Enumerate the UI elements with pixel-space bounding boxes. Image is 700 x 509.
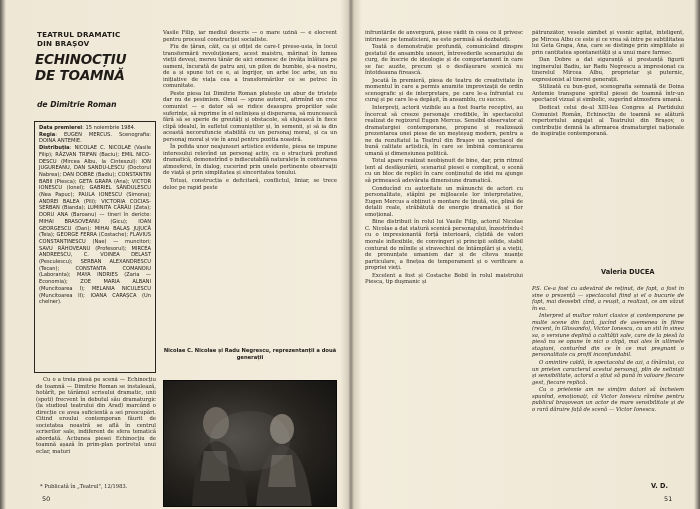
paragraph: Peste piesa lui Dimitrie Roman plutește un abur de tristețe dar nu de pesimism. Omul — spune autorul, afirmînd un crez comunist — e dator să se ridice deasupra propriilor sale suferințe, să reprime în el nelinișea și disperarea, să muncească fără să se sperie de greutăți și obstacole, să slujească în fiece clipă idealul, în sufletul comuniștilor și, în semenii, și să ia din această necorufuncie stabilită cu un personaj moral, și ca un personaj moral și vie în anul pentru pozitia noastră. — [163, 90, 337, 143]
article-column-4 — [532, 30, 684, 262]
article-column-1 — [36, 377, 156, 481]
paragraph: Vasile Filip, iar mediul descris — o mare uzină — e elocvent pentru procesul construcției socialiste. — [163, 30, 337, 43]
paragraph: Cu o prietenie am ne simțim datori să încheiem spunînd, emoționați, că Victor Ionescu rămîne pentru publicul brașovean un actor de mare sensibilitate și de o rară dăruire față de scenă — Victor Ionescu. — [532, 387, 684, 413]
credit-line: Distribuția: NICOLAE C. NICOLAE (Vasile Filip); RĂZVAN TRIFAN (Baciu); EMIL NICO-DESCU (Mircea Albu, la Cinteszul): ION JUGUREANU, DAN SANDU-LESCU (Doctorul Nabrea); DAN DOBRE (Badiu); CONSTANTIN BABII (Piesca); GETA GRAPA (Ana); VICTOR IONESCU (Ionel); GABRIEL SĂNDULESCU (Nea Papuc); PAULA IONESCU (Simona); ANDREI BALEA (Pili); VICTORIA COCIAS-SERBAN (Bianda); LUMINITA CĂRĂU (Zeta); DORU ANA (Baroanu) — tineri în dericte: MIHAI BRASOVEANU (Gicu); IOAN GEORGESCU (Dan); MIHAI BALAȘ JUJUCĂ (Teia); GEORGE FERRA (Costache); FLAVIUS CONSTANTINESCU (Nae) — muncitori; SAVU RĂHOVEANU (Profesorul); MIRCEA ANDREESCU, C. VOINEA DELAST (Pesculescu); SERBAN ALEXANDRESCU (Tecan); CONSTANTA COMANOIU (Laboranta); MAYA INDRIES (Zaria — Economia); ZOE MARIA ALBANI (Muncitoarea I); MELANIA NICULESCU (Muncitoarea II); IOANA CARAȘCA (Un chelner). — [39, 145, 151, 306]
credits-box — [34, 121, 156, 373]
photo-caption: Nicolae C. Nicolae și Radu Negrescu, reprezentanții a două generații — [163, 348, 337, 361]
article-column-3 — [365, 30, 523, 492]
paragraph: Jocată în premieră, piesa de teatru de creativitate în momentul în care a permis anumite improvizații de ordin scenografic și de interpretare, pe care le-a înfruntat cu curaj și pe care le-a depășit, în ansamblu, cu succes. — [365, 77, 523, 104]
paragraph: P.S. Ce-a fost cu adevărat de reținut, de fapt, a fost în sine o prezență — spectacolul fiind și el o bucurie de fapt, mai deosebit cînd, a reușit, a realizat, ce am văzut în ea. — [532, 286, 684, 312]
stage-photo — [163, 380, 337, 507]
footnote: * Publicată în „Teatrul", 12/1983. — [40, 484, 128, 490]
credit-line: Data premierei: 15 noiembrie 1984. — [39, 125, 136, 131]
paragraph: pătrunzător, vesele zâmbet și vesnic agitat, inteligent, pe Mircea Albu ce este și ce vrea să intre pe subtilitatea lui Geta Grapa, Ana, care se distinge prin simplitate și prin cantitatea spontaneității și a unui mare farmec. — [532, 30, 684, 56]
paragraph: Totul apare realizat neobișnuit de bine, dar, prin ritmul lent al desfășurării, scenariul piesei e complicat, o scenă cu un bloc de replici în care conținutul de idei nu ajunge să primească adevărata dimensiune dramatică. — [365, 158, 523, 185]
signature-vd: V. D. — [651, 482, 669, 490]
paragraph: Bine distribuit în rolul lui Vasile Filip, actorul Nicolae C. Nicolae a dat statură scenică personajului, înzestrîndu-l cu o impresionantă forță interioară, cîștidă de valori morale inflexibile, de convingeri și principii solide, stabil conturat de mîinile și stravechiul de întâmplări și a vieții, de pronunțate umanism dar și de cîteva nuanțe particulare, a finețea de temperament și o verificare a propriei vieți. — [365, 219, 523, 272]
paragraph: Conducînd cu autoritate un mănunchi de actori cu personalitate, stăpîni pe mijloacele lor interpretative, Eugen Mercus a obținut o montare de ținută, vie, plină de detalii reale, străbătută de energie dramatică și fior emoțional. — [365, 185, 523, 218]
paragraph: Fiu de țăran, căit, ca și ofițel de care-I pivese-usia, în locul transformării revoluționare, acest maistru, mărinat în lumea vieții deveși, mereu tânăr de aici omenesc de învăța înlătura pe oameni, încurată de patru ani, un pilon de bumbie, și-a nostru, de a și spune tot ce e, ai îngrijor, un arbe loc arbe, un nu inițiative de viața cea a transformărilor ce se petrec în comunitate. — [163, 44, 337, 90]
paragraph: O amintire caldă, în spectacolul de azi, a tînărului, ca un prieten caracterul acestui personaj, plin de neliniști și sensibilitate, actorul a știut să pună în valoare fiecare gest, fiecare replică. — [532, 360, 684, 386]
paragraph: Interpret al multor roluri clasice și contemporane pe multe scene din țară, jucînd de asemenea în filme (recent, în Glissando), Victor Ionescu, cu un stil în sinea sa, o versiune deplină a calității sale, care de la piesă la piesă nu se opune în nici o clipă, mai ales în ultimele stagiuni, conturînd din ce în ce mai pregnant o personalitate cu profil inconfundabil. — [532, 313, 684, 359]
play-title — [35, 52, 145, 84]
title-line-1: ECHINOCȚIU — [35, 52, 127, 68]
title-line-2: DE TOAMNĂ — [35, 68, 125, 84]
paragraph: înfruntările de anvergură, piese vădit în ceea ce îl privesc intrinsec pe tematicieni, ne este permisă să dezbateți. — [365, 30, 523, 43]
postscript-column — [532, 286, 684, 480]
paragraph: Dan Dobre a dat siguranță și prestanță figurii inginerului Badiu, iar Radu Negrescu a impresionat ca tinerelul Mircea Albu, proprietar și puternic, expresionist al tinerei generații. — [532, 57, 684, 83]
theatre-name: TEATRUL DRAMATIC DIN BRAȘOV — [37, 30, 121, 48]
paragraph: În pofida unor neajunsuri artistice evidente, piesa ne impune interesului relevînd un personaj activ, cu o structură profund dramatică, demonstrînd o indiscutabilă naturalețe în conturarea atmosferei, în dialog, cucerind prin unele pertinente observații de viață și prin simplitatea și sinceritatea tonului. — [163, 144, 337, 177]
paragraph: Totuși, construcția e deficitară, conflictul, liniar, se trece deloc pe rapid peste — [163, 178, 337, 191]
paragraph: Excelent a fost și Costache Bobil în rolul maistrului Piesca, tip duşmanic și — [365, 272, 523, 286]
page-number-right: 51 — [664, 495, 673, 503]
article-column-2 — [163, 30, 337, 344]
right-page — [351, 0, 700, 509]
paragraph: Dedicat celui de-al XIII-lea Congres al Partidului Comunist Român, Echinocțiu de toamnă se alătură repertoriului angajat al Teatrului din Brașov, o contribuție demnă la afirmarea dramaturgiei naționale de inspirație contemporană. — [532, 105, 684, 138]
actors-figures-graphic — [164, 381, 337, 507]
paragraph: Stilizată cu bun-gust, scenografia semnată de Doina Antemie transpune spiritul piesei de toamnă într-un spectacol vizual și simbolic, sugerînd atmosfera umană. — [532, 84, 684, 104]
author-byline: de Dimitrie Roman — [37, 100, 117, 109]
credit-line: Regia: EUGEN MERCUS. Scenografia: DOINA ANTEMIE. — [39, 131, 151, 145]
paragraph: Cu o a treia piesă pe scenă — Echinocțiu de toamnă — Dimitrie Roman se instalează, hotărît, pe tărâmul scrisului dramatic, unii (spoti) frecvent în debutul său dramaturgic (la studioul teatrului din Arad) marcând o direcție ce avea suficientă a sei preocupări. Citind eroului contemporan făurit de societatea noastră se află în centrul scrierilor sale, indiferent de sfera tematică abordată. Actiunea piesei Echinocțiu de toamnă așază în prim-plan portretul unui eclar, maturi — [36, 377, 156, 456]
paragraph: Interpreți, actorii vizibile au a fost foarte receptivi, au încercat să creeze personaje credibile, în spectacolul realizat de regizorul Eugen Mercus. Sensibil observator al dramaturgiei contemporane, propune și realizează prezentarea unei piese de un meșteșug modern, pentru a ne da rezultatul la Teatrul din Brașov un spectacol de bună calitate artistică, în care se îmbină comunicarea umană și dimensiunea politică. — [365, 105, 523, 157]
page-number-left: 50 — [42, 495, 51, 503]
paragraph: Toată o demonstrație profundă, comunicând dinspre gestatul de ansamblu uneori, întrevederile scenariului de curg, de înscrie de ideologie și de comportament în care se fac auzite, precum și o desfășurare scenică nu întotdeauna firească. — [365, 44, 523, 77]
signature-valeria-ducea: Valeria DUCEA — [601, 268, 655, 276]
